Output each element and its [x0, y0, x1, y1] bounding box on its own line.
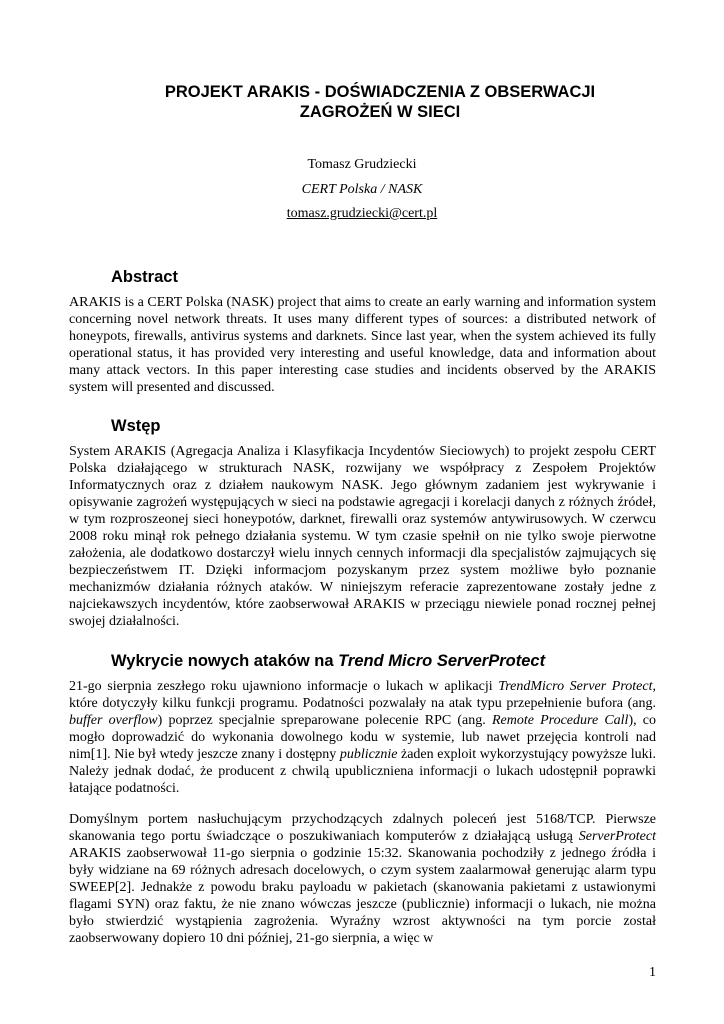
title-line-1: PROJEKT ARAKIS - DOŚWIADCZENIA Z OBSERWACJI [164, 83, 596, 101]
title-line-2: ZAGROŻEŃ W SIECI [299, 103, 461, 121]
section-heading-emph: Trend Micro ServerProtect [338, 652, 546, 670]
author-email-link[interactable]: tomasz.grudziecki@cert.pl [286, 206, 438, 221]
section-paragraph-2: Domyślnym portem nasłuchującym przychodzących zdalnych poleceń jest 5168/TCP. Pierwsze skanowania tego portu świadczące o poszukiwaniach komputerów z działającą usługą ServerProtect ARAKIS zaobserwował 11-go sierpnia o godzinie 15:32. Skanowania pochodziły z jednego źródła i były widziane na 69 różnych adresach docelowych, o czym system zaalarmował generując alarm typu SWEEP[2]. Jednakże z powodu braku payloadu w pakietach (skanowania pakietami z ustawionymi flagami SYN) oraz faktu, że nie znano wówczas jeszcze (publicznie) informacji o lukach, nie można było stwierdzić wystąpienia zagrożenia. Wyraźny wzrost aktywności na tym porcie został zaobserwowany dopiero 10 dni później, 21-go sierpnia, a więc w [69, 812, 656, 946]
paper-title [100, 82, 660, 122]
author-name: Tomasz Grudziecki [307, 157, 417, 172]
section-paragraph-1: 21-go sierpnia zeszłego roku ujawniono informacje o lukach w aplikacji TrendMicro Server Protect, które dotyczyły kilku funkcji programu. Podatności pozwalały na atak typu przepełnienie bufora (ang. buffer overflow) poprzez specjalnie spreparowane polecenie RPC (ang. Remote Procedure Call), co mogło doprowadzić do wykonania dowolnego kodu w systemie, lub nawet przejęcia kontroli nad nim[1]. Nie był wtedy jeszcze znany i dostępny publicznie żaden exploit wykorzystujący powyższe luki. Należy jednak dodać, że producent z chwilą upubliczniena informacji o lukach udostępnił poprawki łatające podatności. [69, 679, 656, 796]
abstract-text: ARAKIS is a CERT Polska (NASK) project that aims to create an early warning and information system concerning novel network threats. It uses many different types of sources: a distributed network of honeypots, firewalls, antivirus systems and darknets. Since last year, when the system achieved its fully operational status, it has provided very interesting and useful knowledge, data and information about many attack vectors. In this paper interesting case studies and incidents observed by the ARAKIS system will presented and discussed. [69, 295, 656, 395]
section-heading-prefix: Wykrycie nowych ataków na [111, 652, 339, 670]
intro-heading: Wstęp [111, 417, 161, 435]
abstract-heading: Abstract [111, 268, 178, 286]
author-affiliation: CERT Polska / NASK [301, 182, 423, 197]
intro-text: System ARAKIS (Agregacja Analiza i Klasyfikacja Incydentów Sieciowych) to projekt zespołu CERT Polska działającego w strukturach NASK, rozwijany we współpracy z Zespołem Projektów Informatycznych oraz z działem naukowym NASK. Jego głównym zadaniem jest wykrywanie i opisywanie zagrożeń występujących w sieci na podstawie agregacji i korelacji danych z różnych źródeł, w tym rozproszeonej sieci honeypotów, darknet, firewalli oraz systemów antywirusowych. W czerwcu 2008 roku minął rok pełnego działania systemu. W tym czasie spełnił on nie tylko swoje pierwotne założenia, ale dodatkowo dostarczył wielu innych cennych informacji dla specjalistów zajmujących się bezpieczeństwem IT. Dzięki informacjom pozyskanym przez system możliwe było poznanie mechanizmów działania różnych ataków. W niniejszym referacie zaprezentowane zostały jedne z najciekawszych incydentów, które zaobserwował ARAKIS w przeciągu niewiele ponad rocznej pełnej swojej działalności. [69, 444, 656, 629]
section-heading [111, 651, 545, 671]
page-number: 1 [649, 965, 656, 980]
